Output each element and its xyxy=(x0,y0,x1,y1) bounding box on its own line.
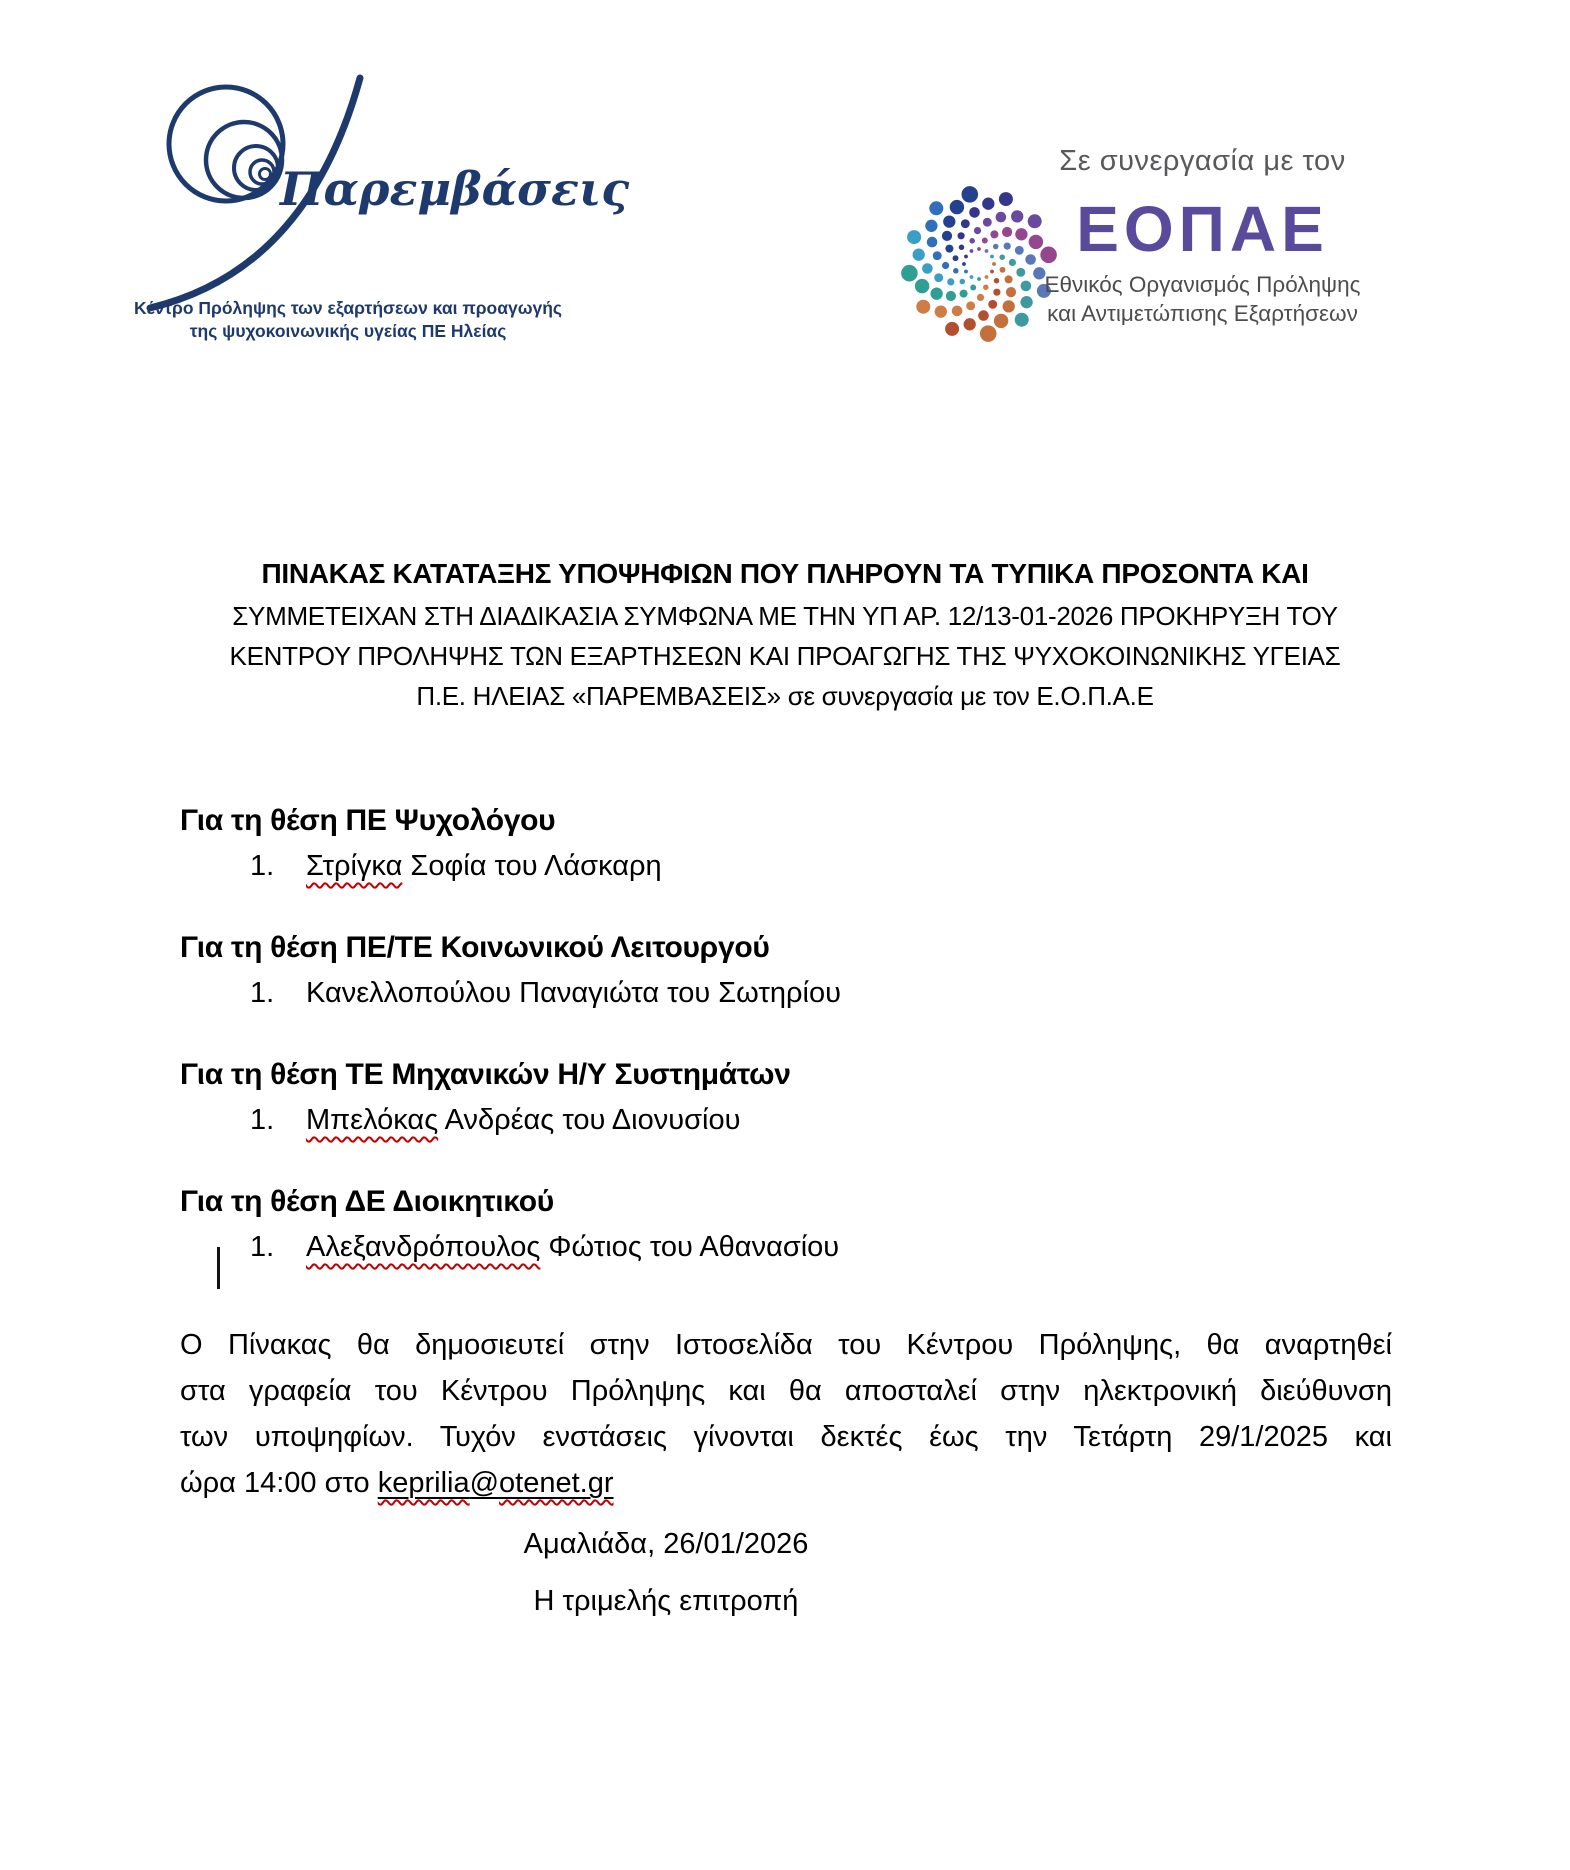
parembaseis-logo-text: Παρεμβάσεις xyxy=(280,162,630,216)
section-pe-psychologist xyxy=(180,798,1390,889)
parembaseis-subtitle-line1: Κέντρο Πρόληψης των εξαρτήσεων και προαγωγής xyxy=(133,298,563,318)
eopae-logo xyxy=(900,145,1370,360)
parembaseis-logo xyxy=(133,66,630,356)
title-line-1: ΠΙΝΑΚΑΣ ΚΑΤΑΤΑΞΗΣ ΥΠΟΨΗΦΙΩΝ ΠΟΥ ΠΛΗΡΟΥΝ ΤΑ ΤΥΠΙΚΑ ΠΡΟΣΟΝΤΑ ΚΑΙ xyxy=(261,558,1309,589)
candidate-number: 1. xyxy=(250,850,275,882)
eopae-subtitle-line2: και Αντιμετώπισης Εξαρτήσεων xyxy=(1047,301,1358,326)
eopae-subtitle xyxy=(1035,270,1370,328)
candidate-number: 1. xyxy=(250,977,275,1009)
candidate-name-misspelled: Αλεξανδρόπουλος xyxy=(306,1231,541,1263)
section-de-administrative xyxy=(180,1179,1390,1270)
committee: Η τριμελής επιτροπή xyxy=(533,1585,799,1617)
closing-line-2: στα γραφεία του Κέντρου Πρόληψης και θα αποσταλεί στην ηλεκτρονική διεύθυνση xyxy=(180,1375,1392,1407)
candidate-item xyxy=(180,843,1390,889)
parembaseis-logo-subtitle xyxy=(113,297,583,343)
candidate-item xyxy=(180,1224,1390,1270)
closing-line-4-prefix: ώρα 14:00 στο xyxy=(180,1467,378,1499)
title-line-4: Π.Ε. ΗΛΕΙΑΣ «ΠΑΡΕΜΒΑΣΕΙΣ» σε συνεργασία με τον Ε.Ο.Π.Α.Ε xyxy=(416,681,1154,711)
candidate-number: 1. xyxy=(250,1104,275,1136)
eopae-logo-text xyxy=(1035,145,1370,328)
title-line-3: ΚΕΝΤΡΟΥ ΠΡΟΛΗΨΗΣ ΤΩΝ ΕΞΑΡΤΗΣΕΩΝ ΚΑΙ ΠΡΟΑΓΩΓΗΣ ΤΗΣ ΨΥΧΟΚΟΙΝΩΝΙΚΗΣ ΥΓΕΙΑΣ xyxy=(229,641,1341,671)
document-title xyxy=(0,552,1570,716)
email-link[interactable] xyxy=(378,1467,614,1499)
candidate-name-rest: Φώτιος του Αθανασίου xyxy=(540,1231,840,1263)
place-date: Αμαλιάδα, 26/01/2026 xyxy=(523,1528,809,1560)
email-user: keprilia xyxy=(377,1467,470,1499)
candidate-name-rest: Κανελλοπούλου Παναγιώτα του Σωτηρίου xyxy=(306,977,841,1009)
section-heading: Για τη θέση ΠΕ/ΤΕ Κοινωνικού Λειτουργού xyxy=(180,931,770,964)
signature-block xyxy=(180,1516,1152,1630)
section-heading: Για τη θέση ΤΕ Μηχανικών Η/Υ Συστημάτων xyxy=(180,1058,791,1091)
candidate-number: 1. xyxy=(250,1231,275,1263)
closing-line-3: των υποψηφίων. Τυχόν ενστάσεις γίνονται δεκτές έως την Τετάρτη 29/1/2025 και xyxy=(180,1421,1392,1453)
closing-line-4 xyxy=(180,1460,1392,1506)
section-pe-te-social-worker xyxy=(180,925,1390,1016)
candidate-item xyxy=(180,970,1390,1016)
section-heading: Για τη θέση ΠΕ Ψυχολόγου xyxy=(180,804,556,837)
title-line-2: ΣΥΜΜΕΤΕΙΧΑΝ ΣΤΗ ΔΙΑΔΙΚΑΣΙΑ ΣΥΜΦΩΝΑ ΜΕ ΤΗΝ ΥΠ ΑΡ. 12/13-01-2026 ΠΡΟΚΗΡΥΞΗ ΤΟΥ xyxy=(232,601,1338,631)
parembaseis-subtitle-line2: της ψυχοκοινωνικής υγείας ΠΕ Ηλείας xyxy=(189,321,507,341)
email-at: @ xyxy=(469,1467,500,1499)
email-domain: otenet.gr xyxy=(499,1467,614,1499)
section-te-it-engineer xyxy=(180,1052,1390,1143)
candidate-item xyxy=(180,1097,1390,1143)
candidate-name-rest: Ανδρέας του Διονυσίου xyxy=(438,1104,741,1136)
section-heading: Για τη θέση ΔΕ Διοικητικού xyxy=(180,1185,554,1218)
closing-paragraph xyxy=(180,1322,1392,1506)
eopae-tagline: Σε συνεργασία με τον xyxy=(1059,145,1346,177)
eopae-acronym: ΕΟΠΑΕ xyxy=(1076,193,1329,265)
candidate-name-misspelled: Μπελόκας xyxy=(306,1104,439,1136)
eopae-subtitle-line1: Εθνικός Οργανισμός Πρόληψης xyxy=(1044,272,1361,297)
text-cursor xyxy=(217,1247,220,1289)
candidate-name-rest: Σοφία του Λάσκαρη xyxy=(402,850,662,882)
ranking-sections xyxy=(180,798,1390,1306)
closing-line-1: Ο Πίνακας θα δημοσιευτεί στην Ιστοσελίδα του Κέντρου Πρόληψης, θα αναρτηθεί xyxy=(180,1329,1392,1361)
candidate-name-misspelled: Στρίγκα xyxy=(306,850,403,882)
